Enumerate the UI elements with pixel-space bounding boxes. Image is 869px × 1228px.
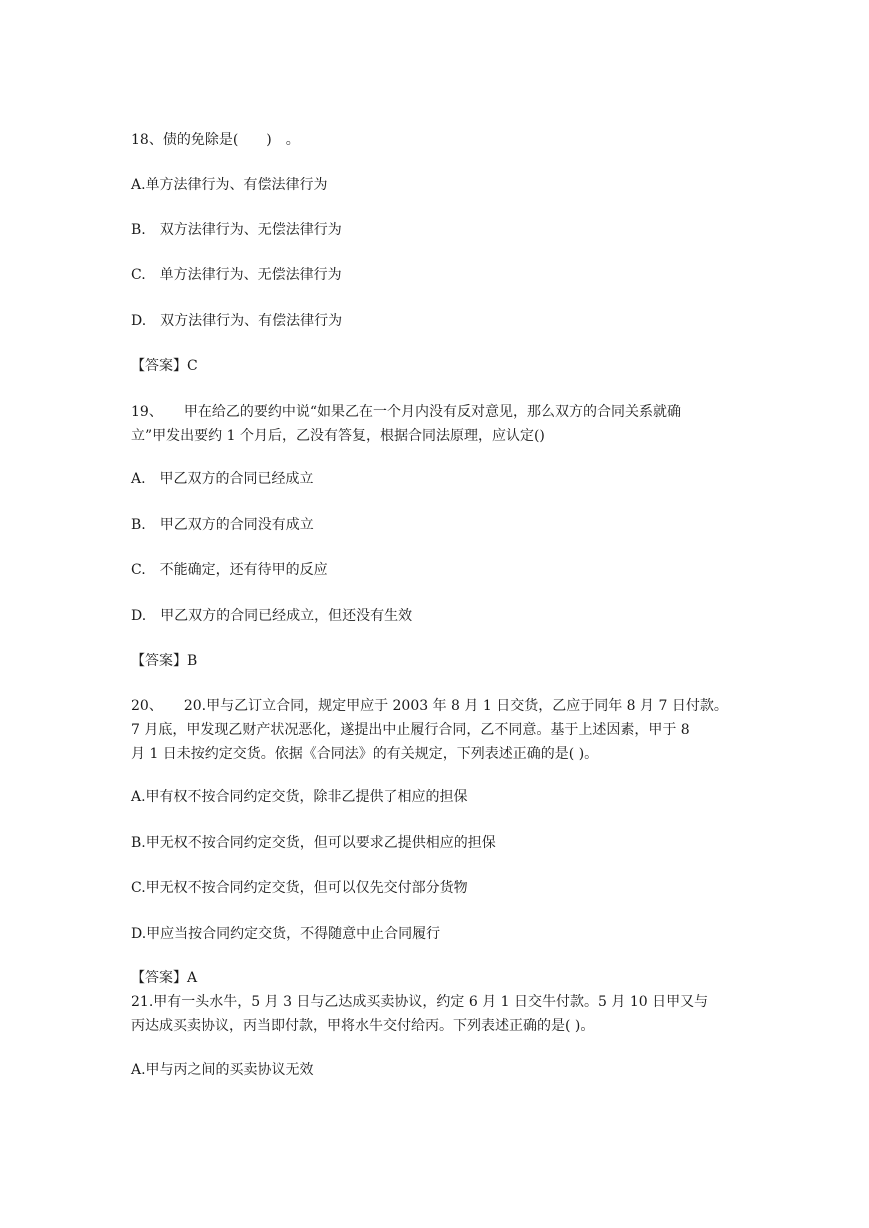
question-20-option-d: D.甲应当按合同约定交货，不得随意中止合同履行 <box>131 926 441 942</box>
question-20-option-c: C.甲无权不按合同约定交货，但可以仅先交付部分货物 <box>131 880 468 896</box>
question-18-option-d: D. 双方法律行为、有偿法律行为 <box>131 313 343 329</box>
question-20-answer: 【答案】A <box>131 970 198 986</box>
question-19-text <box>131 400 741 448</box>
question-20-line-3: 月 1 日未按约定交货。依据《合同法》的有关规定，下列表述正确的是( )。 <box>131 746 599 762</box>
question-20-line-1: 20、 20.甲与乙订立合同，规定甲应于 2003 年 8 月 1 日交货，乙应于同年 8 月 7 日付款。 <box>131 698 728 714</box>
question-19-option-b: B. 甲乙双方的合同没有成立 <box>131 517 314 533</box>
question-19-option-d: D. 甲乙双方的合同已经成立，但还没有生效 <box>131 608 413 624</box>
question-20-text <box>131 694 741 766</box>
question-20-line-2: 7 月底，甲发现乙财产状况恶化，遂提出中止履行合同，乙不同意。基于上述因素，甲于 8 <box>131 722 690 738</box>
question-18-text: 18、债的免除是( ) 。 <box>131 132 300 148</box>
question-19-line-2: 立”甲发出要约 1 个月后，乙没有答复，根据合同法原理，应认定() <box>131 428 545 444</box>
question-20-option-a: A.甲有权不按合同约定交货，除非乙提供了相应的担保 <box>131 789 468 805</box>
question-18-option-b: B. 双方法律行为、无偿法律行为 <box>131 222 342 238</box>
question-20-option-b: B.甲无权不按合同约定交货，但可以要求乙提供相应的担保 <box>131 835 496 851</box>
question-21-line-2: 丙达成买卖协议，丙当即付款，甲将水牛交付给丙。下列表述正确的是( )。 <box>131 1018 595 1034</box>
question-19-line-1: 19、 甲在给乙的要约中说“如果乙在一个月内没有反对意见，那么双方的合同关系就确 <box>131 404 681 420</box>
question-18-answer: 【答案】C <box>131 358 198 374</box>
question-19-answer: 【答案】B <box>131 653 198 669</box>
question-19-option-c: C. 不能确定，还有待甲的反应 <box>131 562 328 578</box>
question-18-option-c: C. 单方法律行为、无偿法律行为 <box>131 267 342 283</box>
question-21-line-1: 21.甲有一头水牛，5 月 3 日与乙达成买卖协议，约定 6 月 1 日交牛付款。5 月 10 日甲又与 <box>131 994 709 1010</box>
question-21-text <box>131 990 741 1038</box>
question-21-option-a: A.甲与丙之间的买卖协议无效 <box>131 1062 314 1078</box>
question-18-option-a: A.单方法律行为、有偿法律行为 <box>131 177 328 193</box>
question-19-option-a: A. 甲乙双方的合同已经成立 <box>131 471 314 487</box>
